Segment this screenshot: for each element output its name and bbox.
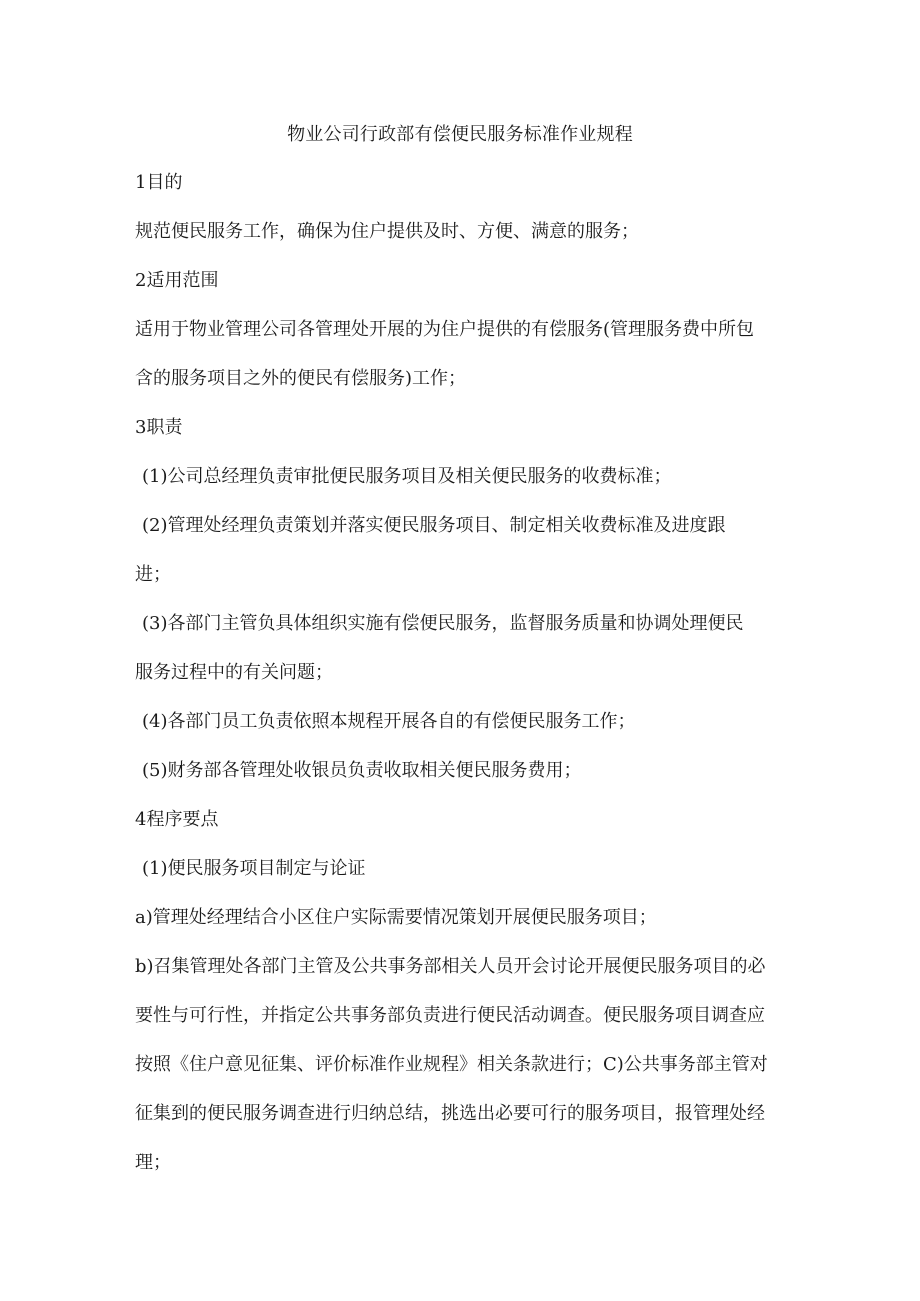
paragraph-line: 要性与可行性，并指定公共事务部负责进行便民活动调查。便民服务项目调查应 bbox=[135, 1005, 765, 1026]
list-item: (1)公司总经理负责审批便民服务项目及相关便民服务的收费标准； bbox=[142, 466, 672, 487]
section-heading-procedure: 4程序要点 bbox=[135, 809, 219, 830]
paragraph-line: 征集到的便民服务调查进行归纳总结，挑选出必要可行的服务项目，报管理处经 bbox=[135, 1103, 765, 1124]
paragraph-line: a)管理处经理结合小区住户实际需要情况策划开展便民服务项目； bbox=[135, 907, 657, 928]
paragraph-line: 适用于物业管理公司各管理处开展的为住户提供的有偿服务(管理服务费中所包 bbox=[135, 319, 755, 340]
paragraph-line: b)召集管理处各部门主管及公共事务部相关人员开会讨论开展便民服务项目的必 bbox=[135, 956, 766, 977]
list-item: (2)管理处经理负责策划并落实便民服务项目、制定相关收费标准及进度跟 bbox=[142, 515, 726, 536]
list-item-continuation: 进； bbox=[135, 564, 171, 585]
paragraph-line: 规范便民服务工作，确保为住户提供及时、方便、满意的服务； bbox=[135, 221, 639, 242]
paragraph-line: 理； bbox=[135, 1152, 171, 1173]
list-item: (3)各部门主管负具体组织实施有偿便民服务，监督服务质量和协调处理便民 bbox=[142, 613, 744, 634]
list-item: (4)各部门员工负责依照本规程开展各自的有偿便民服务工作； bbox=[142, 711, 636, 732]
section-heading-purpose: 1目的 bbox=[135, 172, 183, 193]
subsection-heading: (1)便民服务项目制定与论证 bbox=[142, 858, 366, 879]
paragraph-line: 按照《住户意见征集、评价标准作业规程》相关条款进行；C)公共事务部主管对 bbox=[135, 1054, 768, 1075]
paragraph-line: 含的服务项目之外的便民有偿服务)工作； bbox=[135, 368, 467, 389]
section-heading-responsibilities: 3职责 bbox=[135, 417, 183, 438]
list-item: (5)财务部各管理处收银员负责收取相关便民服务费用； bbox=[142, 760, 582, 781]
document-title: 物业公司行政部有偿便民服务标准作业规程 bbox=[287, 124, 633, 145]
list-item-continuation: 服务过程中的有关问题； bbox=[135, 662, 333, 683]
section-heading-scope: 2适用范围 bbox=[135, 270, 219, 291]
